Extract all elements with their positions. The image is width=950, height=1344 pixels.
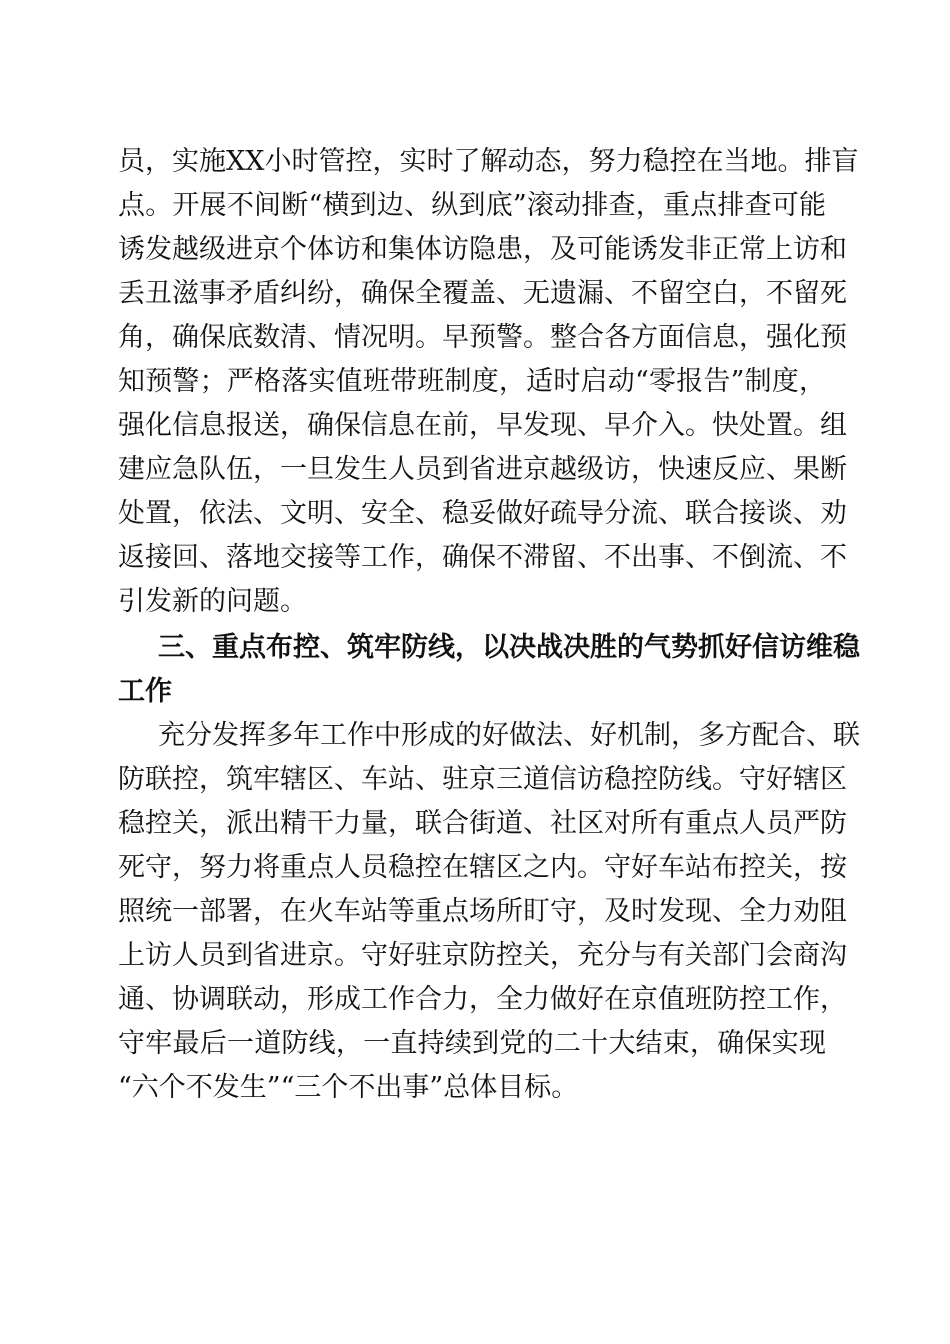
paragraph-line: 诱发越级进京个体访和集体访隐患，及可能诱发非正常上访和 bbox=[118, 234, 847, 265]
paragraph-line: 返接回、落地交接等工作，确保不滞留、不出事、不倒流、不 bbox=[118, 542, 847, 573]
paragraph-body bbox=[118, 716, 860, 1116]
paragraph-line: “六个不发生”“三个不出事”总体目标。 bbox=[118, 1072, 579, 1103]
paragraph-line: 充分发挥多年工作中形成的好做法、好机制，多方配合、联 bbox=[158, 720, 860, 751]
heading-line: 工作 bbox=[118, 676, 172, 707]
paragraph-line: 知预警；严格落实值班带班制度，适时启动“零报告”制度， bbox=[118, 366, 826, 397]
heading-line: 三、重点布控、筑牢防线，以决战决胜的气势抓好信访维稳 bbox=[158, 632, 860, 663]
paragraph-line: 防联控，筑牢辖区、车站、驻京三道信访稳控防线。守好辖区 bbox=[118, 764, 847, 795]
paragraph-continued bbox=[118, 142, 859, 622]
paragraph-line: 员，实施XX小时管控，实时了解动态，努力稳控在当地。排盲 bbox=[118, 146, 859, 177]
paragraph-line: 建应急队伍，一旦发生人员到省进京越级访，快速反应、果断 bbox=[118, 454, 847, 485]
paragraph-line: 点。开展不间断“横到边、纵到底”滚动排查，重点排查可能 bbox=[118, 190, 826, 221]
paragraph-line: 稳控关，派出精干力量，联合街道、社区对所有重点人员严防 bbox=[118, 808, 847, 839]
paragraph-line: 守牢最后一道防线，一直持续到党的二十大结束，确保实现 bbox=[118, 1028, 826, 1059]
paragraph-line: 死守，努力将重点人员稳控在辖区之内。守好车站布控关，按 bbox=[118, 852, 847, 883]
paragraph-line: 丢丑滋事矛盾纠纷，确保全覆盖、无遗漏、不留空白，不留死 bbox=[118, 278, 847, 309]
paragraph-line: 上访人员到省进京。守好驻京防控关，充分与有关部门会商沟 bbox=[118, 940, 847, 971]
paragraph-line: 通、协调联动，形成工作合力，全力做好在京值班防控工作， bbox=[118, 984, 847, 1015]
paragraph-line: 引发新的问题。 bbox=[118, 586, 307, 617]
section-heading bbox=[118, 628, 860, 712]
paragraph-line: 照统一部署，在火车站等重点场所盯守，及时发现、全力劝阻 bbox=[118, 896, 847, 927]
paragraph-line: 处置，依法、文明、安全、稳妥做好疏导分流、联合接谈、劝 bbox=[118, 498, 847, 529]
paragraph-line: 强化信息报送，确保信息在前，早发现、早介入。快处置。组 bbox=[118, 410, 847, 441]
paragraph-line: 角，确保底数清、情况明。早预警。整合各方面信息，强化预 bbox=[118, 322, 847, 353]
